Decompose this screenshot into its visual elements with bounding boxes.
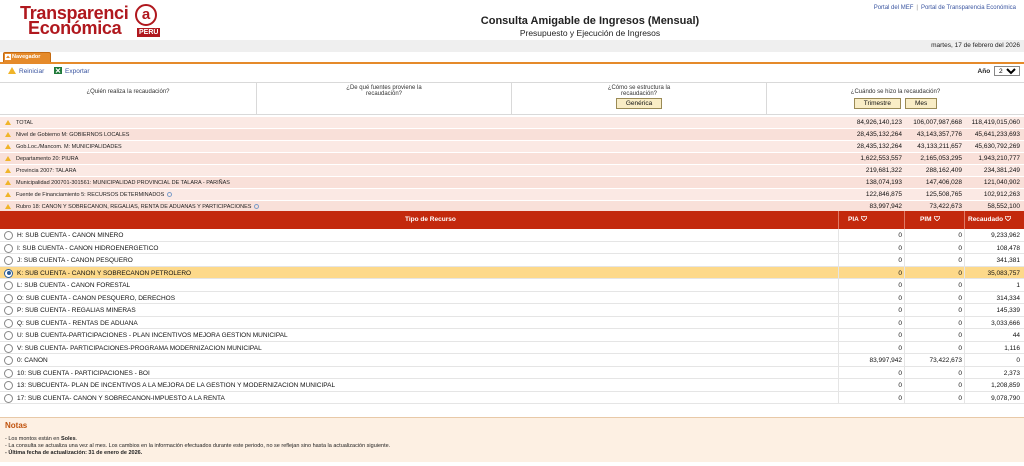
row-pia: 0 bbox=[898, 257, 902, 264]
row-recaudado: 341,381 bbox=[996, 257, 1020, 264]
column-separator bbox=[904, 292, 905, 305]
filter-row[interactable] bbox=[0, 153, 1024, 165]
page-subtitle: Presupuesto y Ejecución de Ingresos bbox=[519, 28, 661, 38]
filter-pia: 1,622,553,557 bbox=[860, 155, 902, 162]
row-pim: 0 bbox=[958, 282, 962, 289]
row-tipo-recurso: H: SUB CUENTA - CANON MINERO bbox=[17, 232, 124, 239]
header-pia[interactable] bbox=[848, 216, 867, 223]
level-up-icon bbox=[5, 192, 11, 197]
row-recaudado: 2,373 bbox=[1003, 369, 1020, 377]
question-who-label[interactable]: ¿Quién realiza la recaudación? bbox=[86, 89, 170, 95]
table-row[interactable] bbox=[0, 367, 1024, 380]
sort-heart-icon bbox=[1005, 216, 1011, 221]
row-pim: 0 bbox=[958, 307, 962, 314]
row-recaudado: 1 bbox=[1016, 282, 1020, 289]
row-recaudado: 145,339 bbox=[996, 307, 1020, 314]
row-tipo-recurso: O: SUB CUENTA - CANON PESQUERO, DERECHOS bbox=[17, 294, 176, 302]
title-block bbox=[380, 15, 800, 38]
filter-recaudado: 1,943,210,777 bbox=[978, 155, 1020, 162]
row-pim: 0 bbox=[958, 244, 962, 252]
column-separator bbox=[838, 317, 839, 330]
row-recaudado: 44 bbox=[1012, 332, 1020, 339]
header-pim-label: PIM bbox=[920, 216, 932, 223]
level-up-icon bbox=[5, 156, 11, 161]
header-recaudado[interactable] bbox=[968, 216, 1011, 223]
column-separator bbox=[964, 392, 965, 405]
row-pim: 0 bbox=[958, 269, 962, 277]
notes-title: Notas bbox=[5, 421, 28, 430]
row-pia: 0 bbox=[898, 269, 902, 277]
row-radio[interactable] bbox=[4, 306, 13, 315]
question-structure-label[interactable]: ¿Cómo se estructura la recaudación? bbox=[607, 85, 671, 97]
filter-label-text: Municipalidad 200701-301561: MUNICIPALIDAD PROVINCIAL DE TALARA - PARIÑAS bbox=[16, 180, 230, 186]
row-pim: 0 bbox=[958, 369, 962, 377]
filter-recaudado: 45,641,233,693 bbox=[974, 131, 1020, 138]
filter-label[interactable] bbox=[16, 120, 33, 126]
level-up-icon bbox=[5, 132, 11, 137]
row-recaudado: 1,208,859 bbox=[991, 382, 1020, 389]
year-select[interactable] bbox=[994, 66, 1020, 76]
transparencia-logo[interactable] bbox=[20, 3, 160, 37]
tab-navegador[interactable] bbox=[3, 52, 51, 62]
filter-label-text: Departamento 20: PIURA bbox=[16, 156, 79, 162]
table-row[interactable] bbox=[0, 279, 1024, 292]
filter-label-text: Fuente de Financiamiento 5: RECURSOS DETERMINADOS bbox=[16, 192, 165, 198]
column-separator bbox=[904, 354, 905, 367]
row-tipo-recurso: 13: SUBCUENTA- PLAN DE INCENTIVOS A LA MEJORA DE LA GESTION Y MODERNIZACION MUNICIPAL bbox=[17, 382, 336, 389]
row-recaudado: 314,334 bbox=[996, 294, 1020, 302]
row-radio[interactable] bbox=[4, 356, 13, 365]
filter-pim: 125,508,765 bbox=[925, 191, 962, 198]
header-pim[interactable] bbox=[920, 216, 940, 223]
table-row[interactable] bbox=[0, 254, 1024, 267]
column-separator bbox=[904, 229, 905, 242]
level-up-icon bbox=[5, 144, 11, 149]
filter-label[interactable] bbox=[16, 144, 122, 150]
column-separator bbox=[838, 379, 839, 392]
question-structure bbox=[512, 83, 767, 114]
logo-line1: Transparenci bbox=[20, 3, 129, 23]
row-radio[interactable] bbox=[4, 381, 13, 390]
row-tipo-recurso: 0: CANON bbox=[17, 357, 48, 364]
row-tipo-recurso: Q: SUB CUENTA - RENTAS DE ADUANA bbox=[17, 319, 138, 327]
row-pim: 0 bbox=[958, 382, 962, 389]
row-pia: 0 bbox=[898, 294, 902, 302]
column-separator bbox=[904, 329, 905, 342]
row-recaudado: 3,033,666 bbox=[991, 319, 1020, 327]
question-sources bbox=[257, 83, 512, 114]
table-row[interactable] bbox=[0, 329, 1024, 342]
row-radio[interactable] bbox=[4, 256, 13, 265]
year-label: Año bbox=[977, 68, 991, 75]
column-separator bbox=[904, 367, 905, 380]
filter-label[interactable] bbox=[16, 192, 172, 198]
filter-pim: 2,165,053,295 bbox=[920, 155, 962, 162]
filter-pim: 73,422,673 bbox=[929, 203, 962, 210]
filter-label-text: Nivel de Gobierno M: GOBIERNOS LOCALES bbox=[16, 132, 130, 138]
current-date: martes, 17 de febrero del 2026 bbox=[931, 42, 1020, 49]
tab-navegador-label: Navegador bbox=[12, 54, 41, 60]
column-separator bbox=[904, 392, 905, 405]
filter-breadcrumb bbox=[0, 117, 1024, 213]
filter-pia: 122,846,875 bbox=[865, 191, 902, 198]
column-separator bbox=[838, 392, 839, 405]
row-tipo-recurso: L: SUB CUENTA - CANON FORESTAL bbox=[17, 282, 131, 289]
grid-header bbox=[0, 211, 1024, 229]
filter-row[interactable] bbox=[0, 117, 1024, 129]
column-separator bbox=[964, 229, 965, 242]
row-tipo-recurso: I: SUB CUENTA - CANON HIDROENERGETICO bbox=[17, 244, 159, 252]
link-separator: | bbox=[916, 5, 918, 11]
column-separator bbox=[964, 354, 965, 367]
logo-ring: a bbox=[135, 4, 157, 26]
table-row[interactable] bbox=[0, 317, 1024, 330]
note-units-prefix: - Los montos están en bbox=[5, 436, 61, 442]
row-recaudado: 9,233,962 bbox=[991, 232, 1020, 239]
column-separator bbox=[964, 292, 965, 305]
column-separator bbox=[964, 317, 965, 330]
column-separator bbox=[904, 279, 905, 292]
info-icon[interactable] bbox=[167, 192, 172, 197]
level-up-icon bbox=[5, 204, 11, 209]
column-separator bbox=[964, 254, 965, 267]
date-bar bbox=[0, 40, 1024, 52]
level-up-icon bbox=[5, 120, 11, 125]
row-pim: 0 bbox=[958, 319, 962, 327]
level-up-icon bbox=[5, 168, 11, 173]
row-tipo-recurso: K: SUB CUENTA - CANON Y SOBRECANON PETROLERO bbox=[17, 269, 192, 277]
filter-pia: 219,681,322 bbox=[865, 167, 902, 174]
filter-label-text: Provincia 2007: TALARA bbox=[16, 168, 77, 174]
filter-label[interactable] bbox=[16, 180, 230, 186]
toolbar bbox=[0, 64, 1024, 78]
filter-label[interactable] bbox=[16, 168, 76, 174]
filter-recaudado: 45,630,792,269 bbox=[974, 143, 1020, 150]
link-portal-mef[interactable]: Portal del MEF bbox=[873, 5, 914, 11]
table-row[interactable] bbox=[0, 379, 1024, 392]
column-separator bbox=[838, 292, 839, 305]
filter-row[interactable] bbox=[0, 141, 1024, 153]
tipo-recurso-grid bbox=[0, 229, 1024, 404]
row-tipo-recurso: J: SUB CUENTA - CANON PESQUERO bbox=[17, 257, 133, 264]
reset-icon bbox=[8, 67, 16, 74]
column-separator bbox=[964, 242, 965, 255]
row-tipo-recurso: 17: SUB CUENTA- CANON Y SOBRECANON-IMPUESTO A LA RENTA bbox=[17, 394, 225, 402]
row-pim: 0 bbox=[958, 344, 962, 352]
column-separator bbox=[904, 379, 905, 392]
row-radio[interactable] bbox=[4, 231, 13, 240]
filter-pia: 28,435,132,264 bbox=[856, 143, 902, 150]
level-up-icon bbox=[5, 180, 11, 185]
row-radio[interactable] bbox=[4, 294, 13, 303]
question-sources-label[interactable]: ¿De qué fuentes proviene la recaudación? bbox=[346, 85, 422, 97]
table-row[interactable] bbox=[0, 304, 1024, 317]
row-pia: 0 bbox=[898, 369, 902, 377]
filter-pim: 106,007,987,668 bbox=[913, 119, 962, 126]
row-pim: 0 bbox=[958, 394, 962, 402]
info-icon[interactable] bbox=[254, 204, 259, 209]
question-when-label[interactable]: ¿Cuándo se hizo la recaudación? bbox=[850, 89, 941, 95]
filter-pim: 43,143,357,776 bbox=[916, 131, 962, 138]
column-separator bbox=[904, 267, 905, 280]
column-separator bbox=[838, 342, 839, 355]
column-separator bbox=[964, 329, 965, 342]
row-recaudado: 9,078,790 bbox=[991, 394, 1020, 402]
column-separator bbox=[838, 279, 839, 292]
row-pia: 0 bbox=[898, 382, 902, 389]
row-pim: 0 bbox=[958, 332, 962, 339]
row-pim: 0 bbox=[958, 257, 962, 264]
row-pia: 0 bbox=[898, 307, 902, 314]
filter-label[interactable] bbox=[16, 156, 78, 162]
row-radio[interactable] bbox=[4, 319, 13, 328]
question-bar bbox=[0, 82, 1024, 115]
row-pia: 0 bbox=[898, 394, 902, 402]
row-radio[interactable] bbox=[4, 331, 13, 340]
row-tipo-recurso: U: SUB CUENTA-PARTICIPACIONES - PLAN INCENTIVOS MEJORA GESTION MUNICIPAL bbox=[17, 332, 288, 339]
generica-button[interactable]: Genérica bbox=[616, 98, 662, 109]
column-separator bbox=[904, 242, 905, 255]
table-row[interactable] bbox=[0, 292, 1024, 305]
excel-icon bbox=[54, 67, 62, 74]
row-recaudado: 108,478 bbox=[996, 244, 1020, 252]
column-separator bbox=[964, 379, 965, 392]
table-row[interactable] bbox=[0, 354, 1024, 367]
logo-peru-tag: PERÚ bbox=[139, 29, 159, 36]
row-radio[interactable] bbox=[4, 269, 13, 278]
row-pim: 0 bbox=[958, 232, 962, 239]
column-separator bbox=[838, 254, 839, 267]
row-radio[interactable] bbox=[4, 244, 13, 253]
column-separator bbox=[964, 279, 965, 292]
reset-label: Reiniciar bbox=[19, 68, 45, 75]
table-row[interactable] bbox=[0, 229, 1024, 242]
filter-row[interactable] bbox=[0, 189, 1024, 201]
filter-recaudado: 118,419,015,060 bbox=[971, 119, 1020, 126]
table-row[interactable] bbox=[0, 242, 1024, 255]
header-recaudado-label: Recaudado bbox=[968, 216, 1004, 223]
filter-label[interactable] bbox=[16, 132, 129, 138]
row-tipo-recurso: 10: SUB CUENTA - PARTICIPACIONES - BOI bbox=[17, 369, 150, 377]
column-separator bbox=[838, 242, 839, 255]
row-pia: 0 bbox=[898, 319, 902, 327]
column-separator bbox=[964, 342, 965, 355]
column-separator bbox=[838, 329, 839, 342]
column-separator bbox=[904, 304, 905, 317]
row-radio[interactable] bbox=[4, 344, 13, 353]
question-when bbox=[767, 83, 1024, 114]
column-separator bbox=[964, 267, 965, 280]
row-pia: 0 bbox=[898, 282, 902, 289]
row-radio[interactable] bbox=[4, 281, 13, 290]
column-separator bbox=[904, 254, 905, 267]
row-pia: 0 bbox=[898, 232, 902, 239]
filter-label[interactable] bbox=[16, 204, 259, 210]
filter-recaudado: 58,552,100 bbox=[987, 203, 1020, 210]
header-tipo-recurso: Tipo de Recurso bbox=[405, 216, 456, 223]
column-separator bbox=[904, 317, 905, 330]
row-recaudado: 35,083,757 bbox=[987, 269, 1020, 277]
trimestre-button[interactable]: Trimestre bbox=[854, 98, 901, 109]
table-row[interactable] bbox=[0, 267, 1024, 280]
note-line-units bbox=[5, 436, 77, 442]
page-title: Consulta Amigable de Ingresos (Mensual) bbox=[480, 15, 700, 27]
filter-label-text: TOTAL bbox=[16, 120, 34, 126]
filter-pim: 43,133,211,657 bbox=[917, 143, 962, 150]
row-tipo-recurso: P: SUB CUENTA - REGALIAS MINERAS bbox=[17, 307, 136, 314]
column-separator bbox=[964, 367, 965, 380]
filter-recaudado: 102,912,263 bbox=[983, 191, 1020, 198]
filter-pia: 83,997,942 bbox=[869, 203, 902, 210]
note-units-currency: Soles bbox=[60, 436, 76, 442]
row-pia: 83,997,942 bbox=[869, 357, 902, 364]
column-separator bbox=[838, 354, 839, 367]
navigator-icon bbox=[5, 54, 11, 60]
row-pia: 0 bbox=[898, 344, 902, 352]
filter-pim: 147,406,028 bbox=[925, 179, 962, 186]
sort-heart-icon bbox=[934, 216, 940, 221]
filter-row[interactable] bbox=[0, 129, 1024, 141]
export-button[interactable] bbox=[54, 67, 90, 75]
mes-button[interactable]: Mes bbox=[905, 98, 937, 109]
header-pia-label: PIA bbox=[848, 216, 859, 223]
filter-pia: 28,435,132,264 bbox=[856, 131, 902, 138]
notes-panel bbox=[0, 417, 1024, 462]
export-label: Exportar bbox=[65, 68, 90, 75]
row-recaudado: 1,116 bbox=[1004, 344, 1020, 352]
filter-recaudado: 121,040,902 bbox=[983, 179, 1020, 186]
table-row[interactable] bbox=[0, 392, 1024, 405]
note-line-update: - La consulta se actualiza una vez al mes. Los cambios en la información efectuados durante este periodo, no se reflejan sino hasta la actualización siguiente. bbox=[5, 443, 391, 449]
row-pim: 73,422,673 bbox=[929, 357, 962, 364]
column-separator bbox=[838, 367, 839, 380]
top-links bbox=[874, 5, 1016, 11]
filter-pim: 288,162,409 bbox=[925, 167, 962, 174]
row-recaudado: 0 bbox=[1016, 357, 1020, 364]
filter-pia: 138,074,193 bbox=[865, 179, 902, 186]
row-tipo-recurso: V: SUB CUENTA- PARTICIPACIONES-PROGRAMA MODERNIZACION MUNICIPAL bbox=[17, 344, 262, 352]
header-separator bbox=[904, 211, 905, 229]
column-separator bbox=[838, 229, 839, 242]
filter-pia: 84,926,140,123 bbox=[856, 119, 902, 126]
filter-row[interactable] bbox=[0, 165, 1024, 177]
logo-line2: Económica bbox=[28, 18, 122, 38]
note-units-suffix: . bbox=[75, 436, 78, 442]
question-who bbox=[0, 83, 257, 114]
column-separator bbox=[964, 304, 965, 317]
column-separator bbox=[838, 304, 839, 317]
row-pia: 0 bbox=[898, 332, 902, 339]
year-selector bbox=[978, 66, 1020, 76]
table-row[interactable] bbox=[0, 342, 1024, 355]
row-pia: 0 bbox=[898, 244, 902, 252]
note-line-date: - Última fecha de actualización: 31 de enero de 2026. bbox=[5, 450, 143, 456]
header-separator bbox=[838, 211, 839, 229]
row-radio[interactable] bbox=[4, 394, 13, 403]
column-separator bbox=[904, 342, 905, 355]
row-pim: 0 bbox=[958, 294, 962, 302]
filter-row[interactable] bbox=[0, 177, 1024, 189]
column-separator bbox=[838, 267, 839, 280]
filter-recaudado: 234,381,249 bbox=[983, 167, 1020, 174]
header-separator bbox=[964, 211, 965, 229]
sort-heart-icon bbox=[861, 216, 867, 221]
page-header bbox=[0, 0, 1024, 40]
link-portal-transparencia[interactable]: Portal de Transparencia Económica bbox=[920, 5, 1016, 11]
reset-button[interactable] bbox=[8, 67, 44, 75]
row-radio[interactable] bbox=[4, 369, 13, 378]
filter-label-text: Rubro 18: CANON Y SOBRECANON, REGALIAS, RENTA DE ADUANAS Y PARTICIPACIONES bbox=[16, 204, 252, 210]
filter-label-text: Gob.Loc./Mancom. M: MUNICIPALIDADES bbox=[16, 144, 122, 150]
